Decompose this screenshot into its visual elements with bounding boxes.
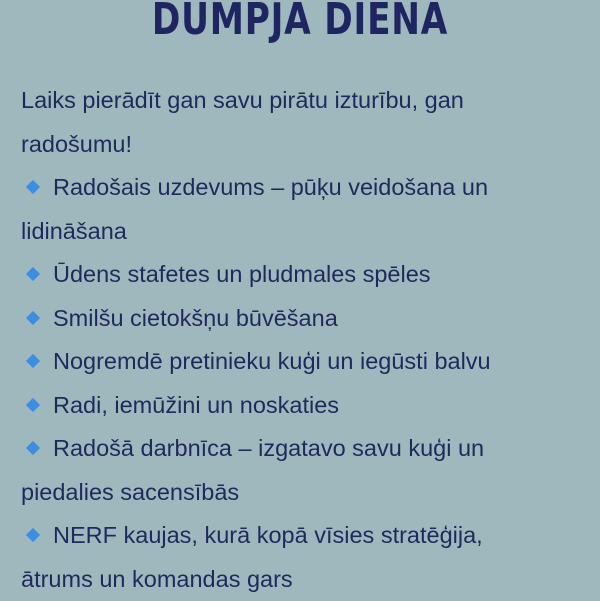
list-item-text: NERF kaujas, kurā kopā vīsies stratēģija, ātrums un komandas gars bbox=[21, 522, 483, 592]
activity-list bbox=[21, 166, 541, 601]
list-item-text: Smilšu cietokšņu būvēšana bbox=[53, 304, 338, 331]
diamond-bullet-icon bbox=[26, 267, 40, 281]
list-item bbox=[21, 297, 541, 341]
list-item bbox=[21, 384, 541, 428]
page-title: DUMPJA DIENA bbox=[151, 0, 449, 45]
diamond-bullet-icon bbox=[26, 441, 40, 455]
list-item bbox=[21, 340, 541, 384]
activity-content bbox=[21, 79, 541, 601]
diamond-bullet-icon bbox=[26, 397, 40, 411]
diamond-bullet-icon bbox=[26, 310, 40, 324]
diamond-bullet-icon bbox=[26, 528, 40, 542]
list-item-text: Radošais uzdevums – pūķu veidošana un lidināšana bbox=[21, 174, 489, 244]
diamond-bullet-icon bbox=[26, 354, 40, 368]
list-item bbox=[21, 166, 541, 253]
diamond-bullet-icon bbox=[26, 180, 40, 194]
list-item bbox=[21, 253, 541, 297]
list-item bbox=[21, 427, 541, 514]
list-item-text: Radošā darbnīca – izgatavo savu kuģi un piedalies sacensībās bbox=[21, 435, 485, 505]
intro-text: Laiks pierādīt gan savu pirātu izturību, gan radošumu! bbox=[21, 87, 464, 157]
list-item-text: Ūdens stafetes un pludmales spēles bbox=[53, 261, 431, 287]
list-item-text: Radi, iemūžini un noskaties bbox=[53, 391, 340, 418]
list-item bbox=[21, 514, 541, 601]
list-item-text: Nogremdē pretinieku kuģi un iegūsti balvu bbox=[53, 348, 491, 374]
